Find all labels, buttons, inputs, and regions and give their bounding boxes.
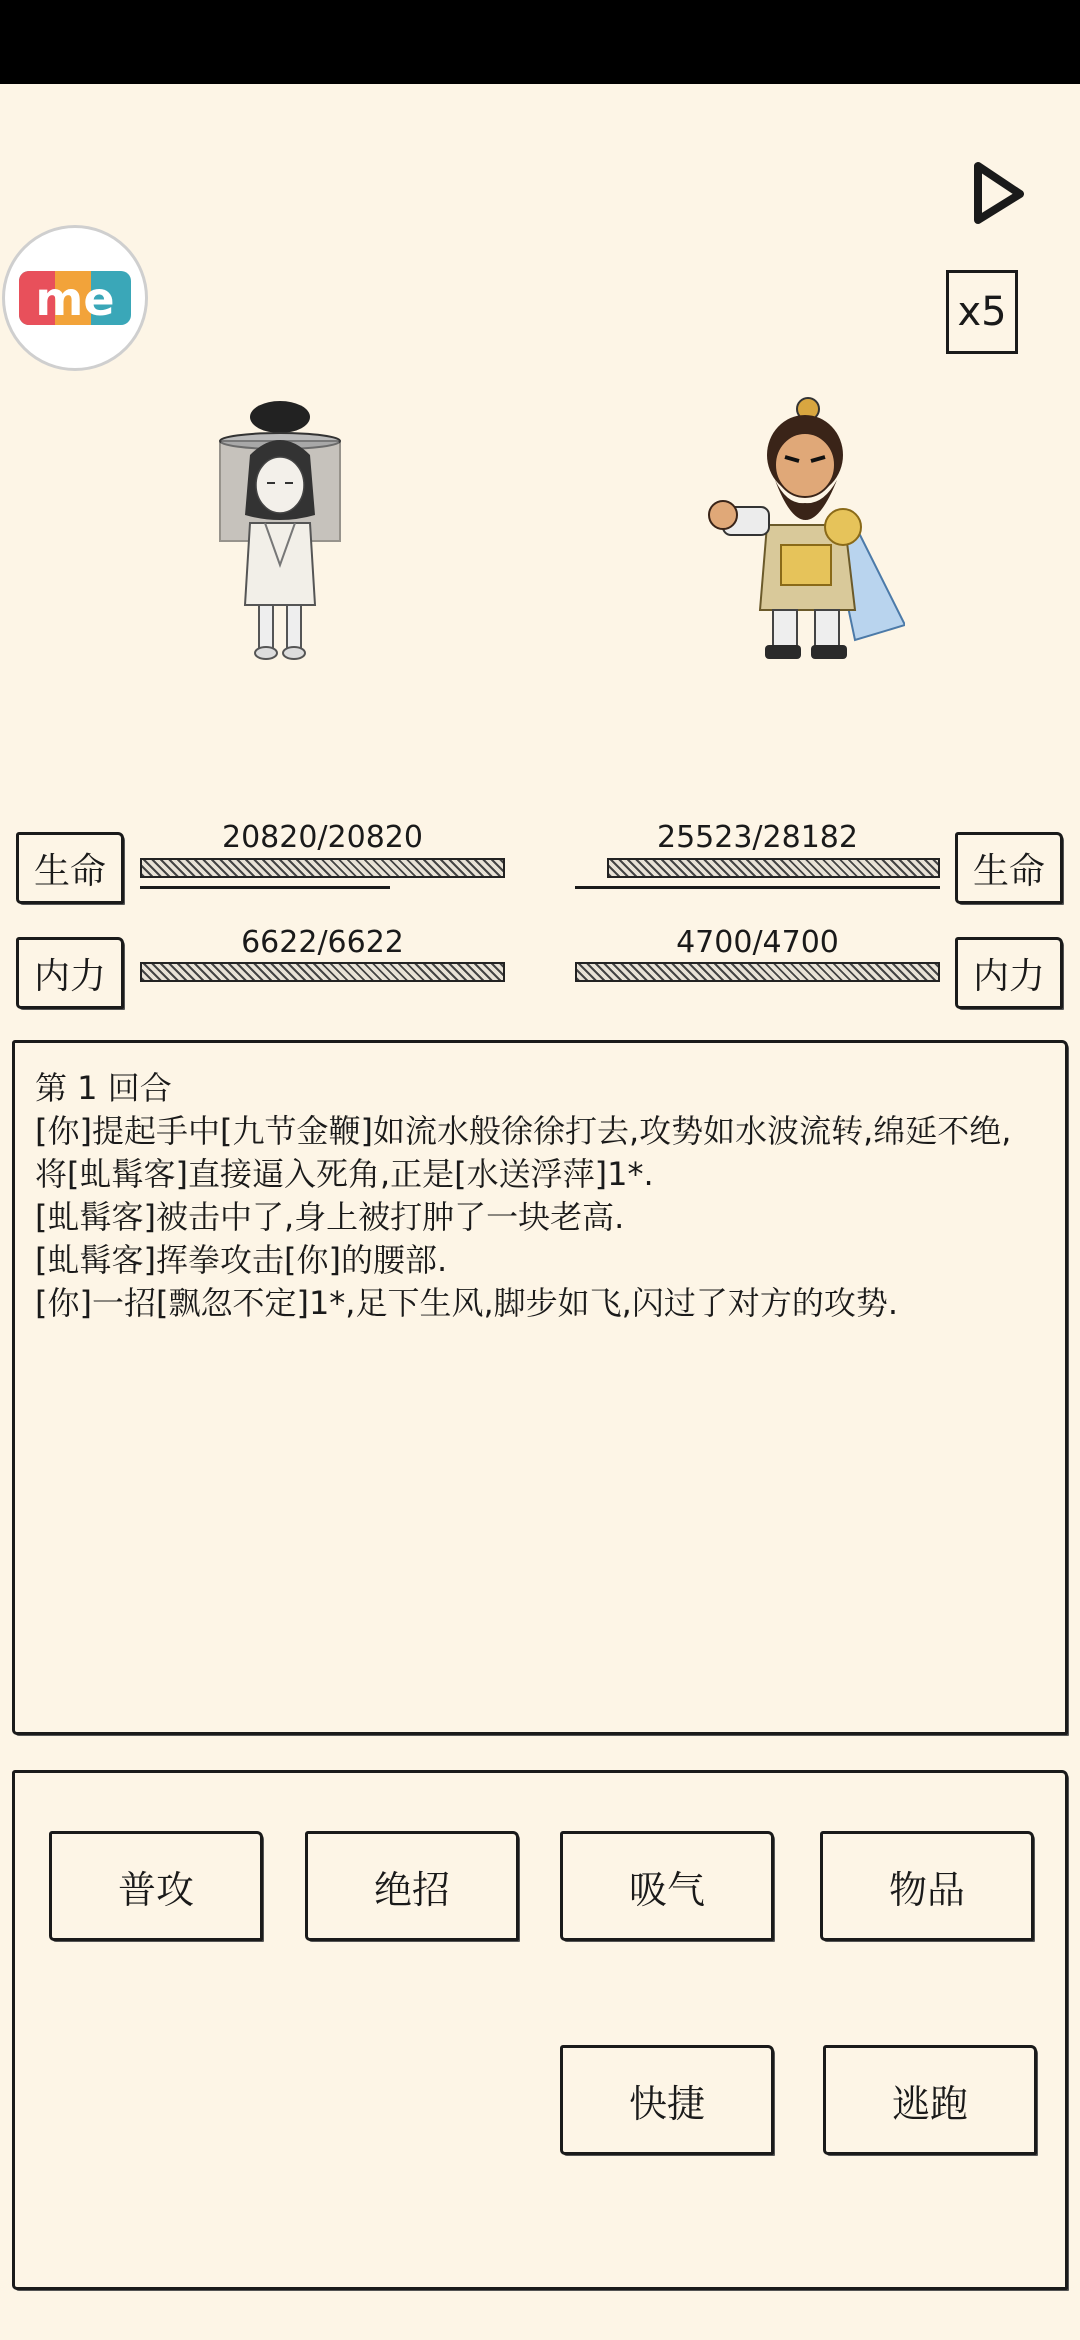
quick-button-label: 快捷 xyxy=(628,2081,705,2126)
breathe-button-label: 吸气 xyxy=(628,1867,705,1912)
attack-button[interactable] xyxy=(49,1831,263,1941)
player-hp-label-text: 生命 xyxy=(33,850,106,892)
enemy-hp-bar xyxy=(607,858,940,878)
battle-log[interactable] xyxy=(12,1040,1068,1735)
enemy-hp-bar-fill xyxy=(609,860,907,876)
items-button-label: 物品 xyxy=(888,1867,965,1912)
enemy-mp-bar xyxy=(575,962,940,982)
enemy-hp-label xyxy=(955,832,1063,904)
flee-button-label: 逃跑 xyxy=(891,2081,968,2126)
enemy-hp-value: 25523/28182 xyxy=(657,820,858,855)
enemy-character xyxy=(705,395,905,670)
enemy-mp-value: 4700/4700 xyxy=(676,925,839,960)
player-hp-bar xyxy=(140,858,505,878)
quick-button[interactable] xyxy=(560,2045,774,2155)
log-line: 将[虬髯客]直接逼入死角,正是[水送浮萍]1*. xyxy=(35,1155,654,1193)
play-button[interactable] xyxy=(968,160,1028,226)
player-hp-bar-underline xyxy=(140,886,390,889)
player-hp-label xyxy=(16,832,124,904)
player-mp-bar xyxy=(140,962,505,982)
player-mp-label-text: 内力 xyxy=(33,955,106,997)
speed-label: x5 xyxy=(957,289,1007,335)
log-line: [你]一招[飘忽不定]1*,足下生风,脚步如飞,闪过了对方的攻势. xyxy=(35,1284,898,1322)
attack-button-label: 普攻 xyxy=(117,1867,194,1912)
player-mp-value: 6622/6622 xyxy=(241,925,404,960)
enemy-mp-label-text: 内力 xyxy=(972,955,1045,997)
enemy-mp-label xyxy=(955,937,1063,1009)
enemy-hp-bar-underline xyxy=(575,886,940,889)
player-character xyxy=(195,395,365,665)
flee-button[interactable] xyxy=(823,2045,1037,2155)
log-line: [你]提起手中[九节金鞭]如流水般徐徐打去,攻势如水波流转,绵延不绝, xyxy=(35,1112,1012,1150)
enemy-hp-label-text: 生命 xyxy=(972,850,1045,892)
me-logo[interactable] xyxy=(2,225,148,371)
action-panel xyxy=(12,1770,1068,2290)
log-line: 第 1 回合 xyxy=(35,1069,172,1107)
svg-text:me: me xyxy=(35,272,115,326)
log-line: [虬髯客]挥拳攻击[你]的腰部. xyxy=(35,1241,448,1279)
special-move-button[interactable] xyxy=(305,1831,519,1941)
breathe-button[interactable] xyxy=(560,1831,774,1941)
player-mp-bar-fill xyxy=(142,964,503,980)
play-icon xyxy=(968,160,1028,226)
log-line: [虬髯客]被击中了,身上被打肿了一块老高. xyxy=(35,1198,625,1236)
items-button[interactable] xyxy=(820,1831,1034,1941)
player-mp-label xyxy=(16,937,124,1009)
player-character-sprite xyxy=(195,395,365,665)
player-hp-value: 20820/20820 xyxy=(222,820,423,855)
player-hp-bar-fill xyxy=(142,860,503,876)
status-bar xyxy=(0,0,1080,84)
enemy-mp-bar-fill xyxy=(577,964,938,980)
speed-button[interactable] xyxy=(946,270,1018,354)
me-logo-icon xyxy=(15,263,135,333)
special-move-button-label: 绝招 xyxy=(373,1867,450,1912)
enemy-character-sprite xyxy=(705,395,905,670)
